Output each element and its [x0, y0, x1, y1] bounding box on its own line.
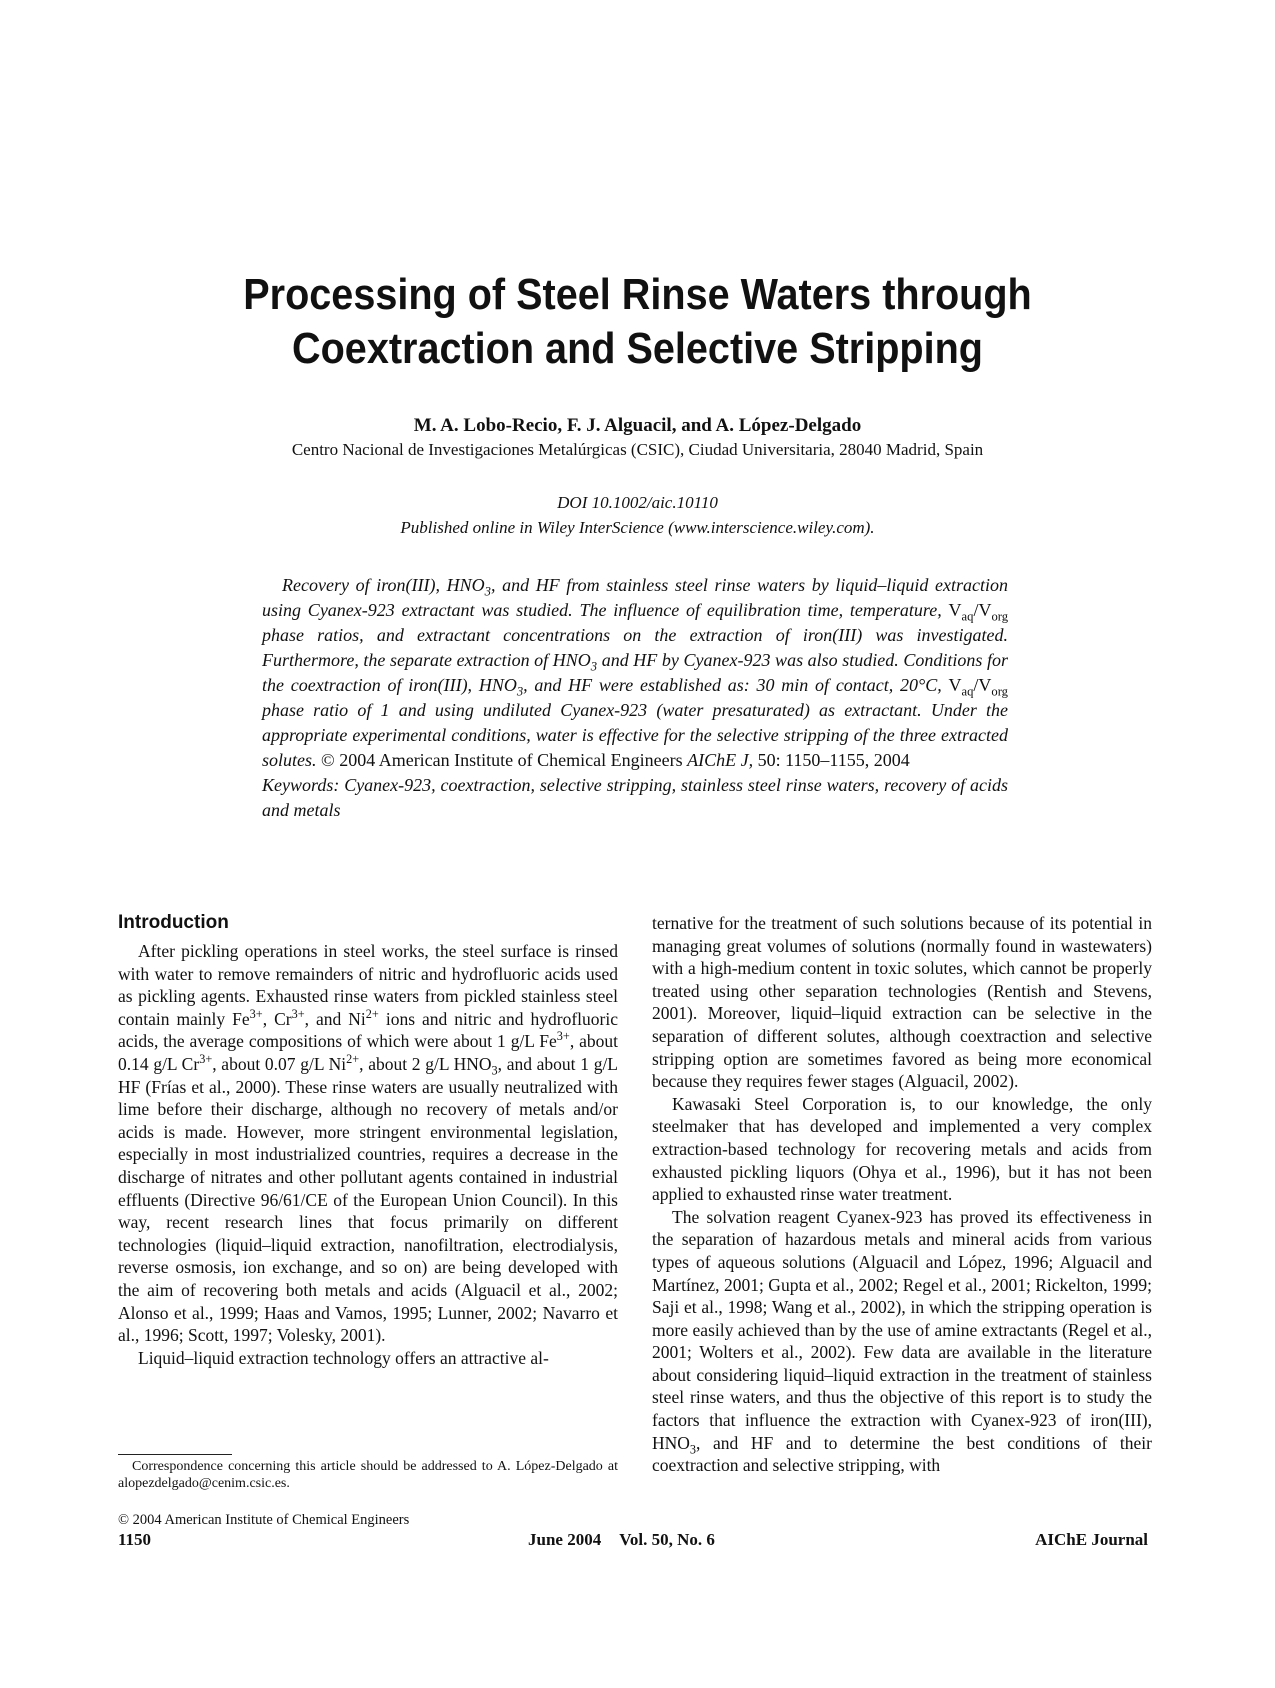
abstract-copyright: © 2004 American Institute of Chemical Engineers — [316, 750, 688, 770]
body-paragraph-1: After pickling operations in steel works, the steel surface is rinsed with water to remove remainders of nitric and hydrofluoric acids used as pickling agents. Exhausted rinse waters from pickled stainless steel contain mainly $Fe^{3+}$, $Cr^{3+}$, and $Ni^{2+}$ ions and nitric and hydrofluoric acids, the average compositions of which were about 1 g/L $Fe^{3+}$, about 0.14 g/L $Cr^{3+}$, about 0.07 g/L $Ni^{2+}$, about 2 g/L $HNO_3$, and about 1 g/L HF (Frías et al., 2000). These rinse waters are usually neutralized with lime before their discharge, although no recovery of metals and/or acids is made. However, more stringent environmental legislation, especially in most industrialized countries, requires a decrease in the discharge of nitrates and other pollutant agents contained in industrial effluents (Directive 96/61/CE of the European Union Council). In this way, recent research lines that focus primarily on different technologies (liquid–liquid extraction, nanofiltration, electrodialysis, reverse osmosis, ion exchange, and so on) are being developed with the aim of recovering both metals and acids (Alguacil et al., 2002; Alonso et al., 1999; Haas and Vamos, 1995; Lunner, 2002; Navarro et al., 1996; Scott, 1997; Volesky, 2001). — [118, 941, 618, 1346]
affiliation: Centro Nacional de Investigaciones Metalúrgicas (CSIC), Ciudad Universitaria, 28040 Madrid, Spain — [291, 440, 984, 459]
right-column — [652, 912, 1152, 1477]
journal-name: AIChE Journal — [1035, 1530, 1148, 1549]
issue-info — [528, 1530, 715, 1550]
left-column — [118, 912, 618, 1369]
body-paragraph-2-continued: ternative for the treatment of such solutions because of its potential in managing great volumes of solutions (normally found in wastewaters) with a high-medium content in toxic solutes, which cannot be properly treated using other separation technologies (Rentish and Stevens, 2001). Moreover, liquid–liquid extraction can be selective in the separation of different solutes, although coextraction and selective stripping option are sometimes favored as being more economical because they requires fewer stages (Alguacil, 2002). — [652, 913, 1152, 1092]
body-paragraph-4: The solvation reagent Cyanex-923 has proved its effectiveness in the separation of hazardous metals and mineral acids from various types of aqueous solutions (Alguacil and López, 1996; Alguacil and Martínez, 2001; Gupta et al., 2002; Regel et al., 2001; Rickelton, 1999; Saji et al., 1998; Wang et al., 2002), in which the stripping operation is more easily achieved than by the use of amine extractants (Regel et al., 2001; Wolters et al., 2002). Few data are available in the literature about considering liquid–liquid extraction in the treatment of stainless steel rinse waters, and thus the objective of this report is to study the factors that influence the extraction with Cyanex-923 of iron(III), $HNO_3$, and HF and to determine the best conditions of their coextraction and selective stripping, with — [652, 1206, 1152, 1476]
section-heading-introduction: Introduction — [118, 912, 229, 933]
issue-date: June 2004 — [528, 1530, 602, 1549]
journal-abbreviation: AIChE J, — [687, 750, 754, 770]
footnote-rule — [118, 1454, 232, 1455]
keywords: Keywords: Cyanex-923, coextraction, selective stripping, stainless steel rinse waters, recovery of acids and metals — [262, 775, 1008, 820]
correspondence-note: Correspondence concerning this article should be addressed to A. López-Delgado at alopezdelgado@cenim.csic.es. — [118, 1459, 618, 1491]
volume-issue: Vol. 50, No. 6 — [619, 1530, 715, 1549]
page-number: 1150 — [118, 1530, 152, 1549]
body-paragraph-2-start: Liquid–liquid extraction technology offers an attractive al- — [138, 1347, 549, 1368]
abstract-text: Recovery of iron(III), $HNO_3$, and HF from stainless steel rinse waters by liquid–liquid extraction using Cyanex-923 extractant was studied. The influence of equilibration time, temperature, $V_{aq}/V_{org}$ phase ratios, and extractant concentrations on the extraction of iron(III) was investigated. Furthermore, the separate extraction of $HNO_3$ and HF by Cyanex-923 was also studied. Conditions for the coextraction of iron(III), $HNO_3$, and HF were established as: 30 min of contact, 20°C, $V_{aq}/V_{org}$ phase ratio of 1 and using undiluted Cyanex-923 (water presaturated) as extractant. Under the appropriate experimental conditions, water is effective for the selective stripping of the three extracted solutes. © 2004 American Institute of Chemical Engineers AIChE J, 50: 1150–1155, 2004 — [262, 575, 1009, 770]
body-paragraph-3: Kawasaki Steel Corporation is, to our knowledge, the only steelmaker that has developed and implemented a very complex extraction-based technology for recovering metals and acids from exhausted pickling liquors (Ohya et al., 1996), but it has not been applied to exhausted rinse water treatment. — [652, 1093, 1152, 1205]
doi-block — [0, 490, 1275, 540]
paper-title — [64, 268, 1212, 376]
doi: DOI 10.1002/aic.10110 — [557, 493, 718, 512]
title-line-1: Processing of Steel Rinse Waters through — [243, 270, 1032, 319]
footnote — [118, 1458, 618, 1529]
published-online: Published online in Wiley InterScience (www.interscience.wiley.com). — [400, 518, 875, 537]
abstract-citation: 50: 1150–1155, 2004 — [753, 750, 910, 770]
abstract — [262, 573, 1008, 823]
title-line-2: Coextraction and Selective Stripping — [292, 324, 983, 373]
footnote-copyright: © 2004 American Institute of Chemical Engineers — [118, 1512, 410, 1528]
author-list: M. A. Lobo-Recio, F. J. Alguacil, and A. López-Delgado — [413, 415, 862, 436]
